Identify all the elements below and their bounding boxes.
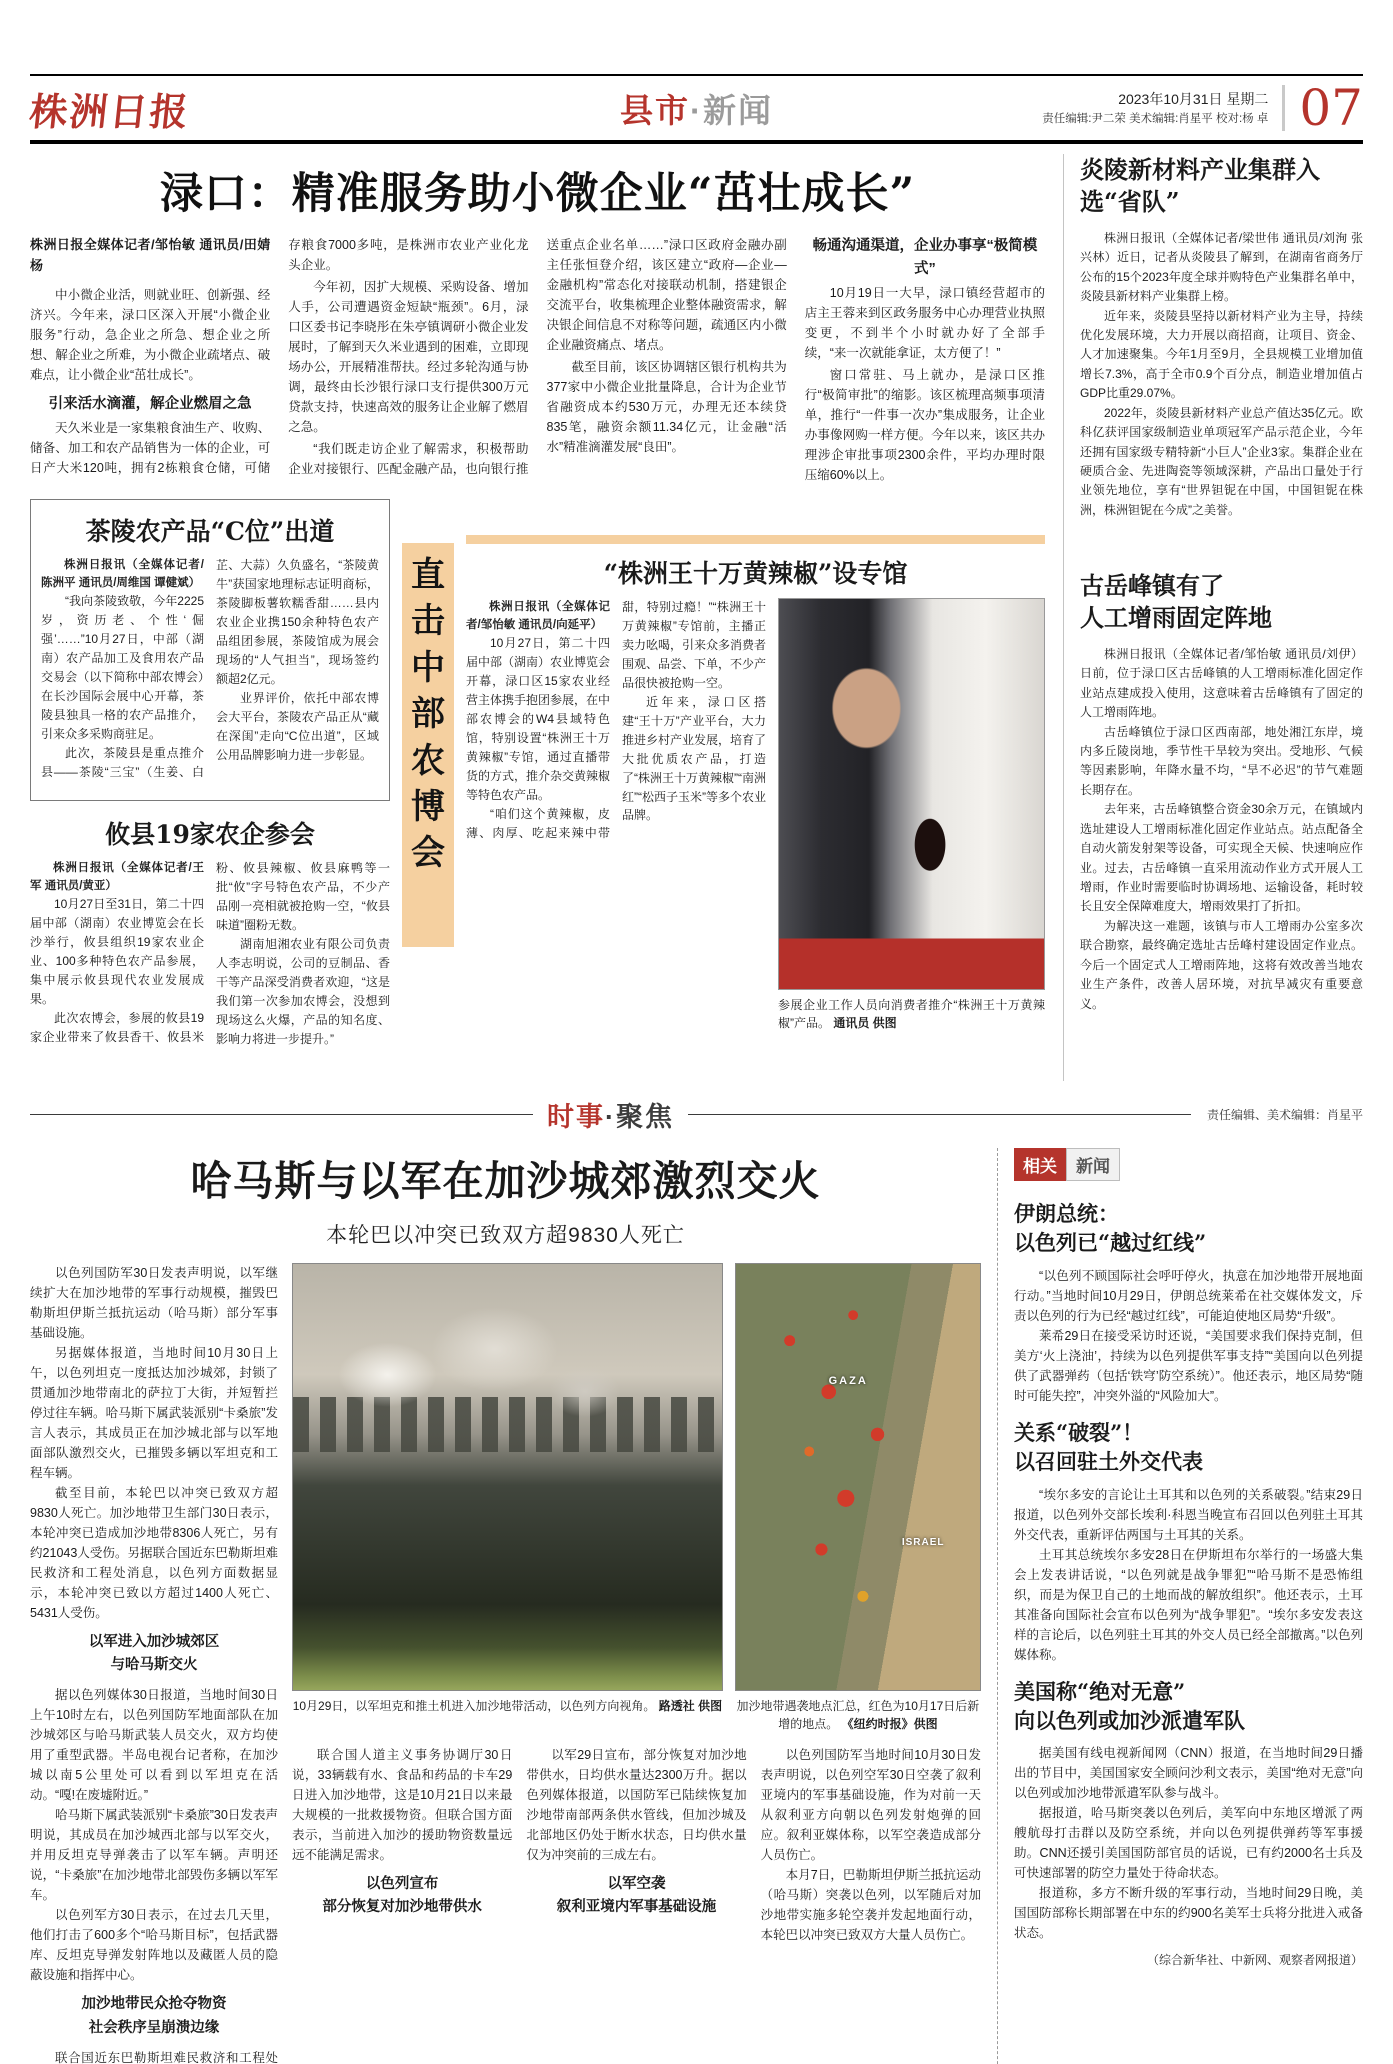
related-body-turkey (1014, 1485, 1363, 1665)
article-paragraph: 截至目前，本轮巴以冲突已致双方超9830人死亡。加沙地带卫生部门30日表示，本轮冲突已造成加沙地带8306人死亡，另有约21043人受伤。另据联合国近东巴勒斯坦难民救济和工程处消息，以色列方面数据显示，本轮冲突已致以方超过1400人死亡、5431人受伤。 (30, 1486, 278, 1620)
article-paragraph: “我向茶陵致敬，今年2225岁，资历老、个性‘倔强’……”10月27日，中部（湖南）农产品加工及食用农产品交易会（以下简称中部农博会）在长沙国际会展中心开幕，茶陵县独具一格的农产品推介，引来众多采购商驻足。 (41, 594, 204, 741)
subhead-line: 叙利亚境内军事基础设施 (556, 1899, 717, 1916)
article-paragraph: 去年来，古岳峰镇整合资金30余万元，在镇域内选址建设人工增雨标准化固定作业站点。站点配备全自动火箭发射架等设备，可实现全天候、快速响应作业。过去，古岳峰镇一直采用流动作业方式开展人工增雨，作业时需要临时协调场地、运输设备，耗时较长且安全保障难度大，增雨效果打了折扣。 (1080, 802, 1363, 914)
upper-left-column (30, 154, 1045, 1081)
chaling-headline: 茶陵农产品“C位”出道 (85, 517, 335, 546)
lead-subhead-1: 引来活水滴灌，解企业燃眉之急 (48, 395, 252, 412)
caption-credit: 《纽约时报》供图 (841, 1717, 938, 1731)
article-paragraph: 近年来，炎陵县坚持以新材料产业为主导，持续优化发展环境，大力开展以商招商，让项目、资金、人才加速聚集。今年1月至9月，全县规模工业增加值增长7.3%，高于全市0.9个百分点，制造业增加值占GDP比重29.07%。 (1080, 308, 1363, 401)
header-meta (1042, 88, 1268, 129)
map-photo-caption (735, 1697, 981, 1733)
lead-article-body (30, 235, 1045, 487)
masthead (27, 76, 1363, 140)
headline-line: 美国称“绝对无意” (1014, 1678, 1186, 1704)
related-title-us (1014, 1677, 1363, 1736)
article-paragraph: 株洲日报讯（全媒体记者/邹怡敏 通讯员/刘伊）日前，位于渌口区古岳峰镇的人工增雨标准化固定作业站点建成投入使用，这意味着古岳峰镇有了固定的人工增雨阵地。 (1080, 646, 1363, 720)
world-left-column (30, 1263, 278, 2064)
header-right (1042, 79, 1363, 137)
related-title-iran (1014, 1199, 1363, 1258)
badge-primary: 相关 (1014, 1148, 1066, 1181)
article-paragraph: 窗口常驻、马上就办，是渌口区推行“极简审批”的缩影。该区梳理高频事项清单，推行“一件事一次办”集成服务，让企业办事像网购一样方便。今年以来，该区共办理涉企审批事项2300余件，平均办理时限压缩60%以上。 (804, 368, 1045, 483)
world-subhead-2 (30, 1993, 278, 2039)
right-rail (1063, 154, 1363, 1081)
article-paragraph: 10月27日至31日，第二十四届中部（湖南）农业博览会在长沙举行，攸县组织19家农业企业、100多种特色农产品参展，集中展示攸县现代农业发展成果。 (30, 897, 204, 1007)
expo-ribbon (466, 535, 1045, 544)
expo-section (30, 499, 1045, 1081)
subhead-line: 以色列宣布 (365, 1876, 439, 1892)
world-photos (292, 1263, 981, 1733)
chili-figure (778, 598, 1045, 1036)
upper-section (30, 154, 1363, 1081)
lead-subhead-2: 畅通沟通渠道，企业办事享“极简模式” (812, 238, 1038, 278)
article-paragraph: 此次农博会，参展的攸县19家企业带来了攸县香干、攸县米粉、攸县辣椒、攸县麻鸭等一批“攸”字号特色农产品，不少产品刚一亮相就被抢购一空，“攸县味道”圈粉无数。 (30, 861, 390, 1044)
guyuefeng-body (1080, 645, 1363, 1014)
youxian-body (30, 859, 390, 1071)
gaza-tanks-photo (292, 1263, 723, 1691)
banner-rule-left (30, 1114, 533, 1115)
banner-char: 农 (411, 740, 445, 781)
banner-char: 会 (411, 833, 445, 874)
chaling-article (30, 499, 390, 801)
page-number: 07 (1299, 79, 1363, 137)
editors-line: 责任编辑:尹二荣 美术编辑:肖星平 校对:杨 卓 (1042, 113, 1269, 125)
section-title-secondary: ·新闻 (690, 91, 773, 129)
article-paragraph: 中小微企业活，则就业旺、创新强、经济兴。今年来，渌口区深入开展“小微企业服务”行动，急企业之所急、想企业之所想、解企业之所难，为小微企业疏堵点、破难点，让小微企业“茁壮成长”。 (30, 287, 271, 382)
headline-line: 古岳峰镇有了 (1080, 571, 1224, 600)
world-subhead-4 (526, 1873, 746, 1919)
article-paragraph: 2022年，炎陵县新材料产业总产值达35亿元。欧科亿获评国家级制造业单项冠军产品示范企业，今年还拥有国家级专精特新“小巨人”企业3家。集群企业在硬质合金、先进陶瓷等领域深耕，产品出口量处于行业领先地位，享有“世界钽铌在中国，中国钽铌在株洲，株洲钽铌在今成”之美誉。 (1080, 405, 1363, 517)
headline-line: 伊朗总统： (1014, 1201, 1119, 1226)
article-paragraph: 联合国近东巴勒斯坦难民救济和工程处 (55, 2050, 278, 2064)
article-paragraph: 业界评价，依托中部农博会大平台，茶陵农产品正从“藏在深闺”走向“C位出道”，区域公用品牌影响力进一步彰显。 (216, 690, 379, 762)
world-subhead-3 (292, 1873, 512, 1919)
world-middle-column (292, 1263, 981, 2064)
banner-char: 博 (411, 786, 445, 827)
caption-credit: 路透社 供图 (658, 1699, 723, 1713)
expo-vertical-banner (402, 543, 454, 947)
headline-line: 人工增雨固定阵地 (1080, 603, 1272, 633)
caption-text: 参展企业工作人员向消费者推介“株洲王十万黄辣椒”产品。 (778, 998, 1045, 1030)
article-paragraph: 近年来，渌口区搭建“王十万”产业平台，大力推进乡村产业发展，培育了大批优质农产品，打造了“株洲王十万黄辣椒”“南洲红”“松西子玉米”等多个农业品牌。 (622, 694, 766, 823)
article-paragraph: 天久米业是一家集粮食油生产、收购、储备、加工和农产品销售为一体的企业，可日产大米120吨，拥有2栋粮食仓储，可储存粮食7000多吨，是株洲市农业产业化龙头企业。 (30, 238, 529, 475)
subhead-line: 部分恢复对加沙地带供水 (322, 1899, 482, 1916)
article-paragraph: “埃尔多安的言论让土耳其和以色列的关系破裂。”结束29日报道，以色列外交部长埃利·科恩当晚宣布召回以色列驻土耳其外交代表，重新评估两国与土耳其的关系。 (1014, 1487, 1363, 1542)
chili-byline: 株洲日报讯（全媒体记者/邹怡敏 通讯员/向延平） (466, 601, 610, 632)
article-paragraph: 以色列国防军30日发表声明说，以军继续扩大在加沙地带的军事行动规模，摧毁巴勒斯坦伊斯兰抵抗运动（哈马斯）部分军事基础设施。 (30, 1266, 278, 1340)
article-paragraph: 10月19日一大早，渌口镇经营超市的店主王蓉来到区政务服务中心办理营业执照变更，不到半个小时就办好了全部手续，“来一次就能拿证，太方便了！” (804, 286, 1045, 361)
subhead-line: 以军空袭 (607, 1876, 666, 1892)
map-figure (735, 1263, 981, 1733)
article-paragraph: 据美国有线电视新闻网（CNN）报道，在当地时间29日播出的节目中，美国国家安全顾问沙利文表示，美国“绝对无意”向以色列或加沙地带派遣军队参与战斗。 (1014, 1746, 1363, 1801)
lead-byline: 株洲日报全媒体记者/邹怡敏 通讯员/田婧杨 (30, 237, 271, 273)
world-lower-text (292, 1745, 981, 2064)
world-columns (30, 1263, 981, 2064)
gaza-strike-map-photo (735, 1263, 981, 1691)
world-headline: 哈马斯与以军在加沙城郊激烈交火 (190, 1157, 821, 1205)
world-label-primary: 时事 (547, 1102, 605, 1132)
article-paragraph: 以色列军方30日表示，在过去几天里，他们打击了600多个“哈马斯目标”，包括武器库、反坦克导弹发射阵地以及藏匿人员的隐蔽设施和指挥中心。 (30, 1908, 278, 1983)
world-label-secondary: ·聚焦 (605, 1102, 674, 1132)
expo-left-column (30, 499, 390, 1081)
section-title-primary: 县市 (620, 91, 690, 129)
subhead-line: 与哈马斯交火 (110, 1657, 198, 1674)
related-body-us (1014, 1743, 1363, 1943)
guyuefeng-article (1080, 570, 1363, 1040)
article-paragraph: 报道称，多方不断升级的军事行动，当地时间29日晚，美国国防部称长期部署在中东的约900名美军士兵将分批进入戒备状态。 (1014, 1886, 1363, 1941)
tanks-photo-caption (292, 1697, 723, 1715)
section-title (620, 85, 773, 132)
article-paragraph: 哈马斯下属武装派别“卡桑旅”30日发表声明说，其成员在加沙城西北部与以军交火，并用反坦克导弹袭击了以军车辆。声明还说，“卡桑旅”在加沙地带北部毁伤多辆以军军车。 (30, 1808, 278, 1903)
yanling-article (1080, 154, 1363, 552)
article-paragraph: 株洲日报讯（全媒体记者/梁世伟 通讯员/刘洵 张兴林）近日，记者从炎陵县了解到，在湖南省商务厅公布的15个2023年度全球并购特色产业集群名单中，炎陵县新材料产业集群上榜。 (1080, 230, 1363, 304)
article-paragraph: 今年初，因扩大规模、采购设备、增加人手，公司遭遇资金短缺“瓶颈”。6月，渌口区委书记李晓彤在朱亭镇调研小微企业发展时，了解到天久米业遇到的困难，立即现场办公，开展精准帮扶。经过多轮沟通与协调，最终由长沙银行渌口支行提供300万元贷款支持，快速高效的服务让企业解了燃眉之急。 (288, 280, 529, 434)
subhead-line: 加沙地带民众抢夺物资 (81, 1996, 227, 2013)
world-main-article (30, 1148, 981, 2064)
related-article-us (1014, 1677, 1363, 1944)
caption-text: 10月29日，以军坦克和推土机进入加沙地带活动，以色列方向视角。 (292, 1699, 656, 1713)
badge-secondary: 新闻 (1066, 1148, 1120, 1181)
banner-rule-right (688, 1114, 1191, 1115)
headline-line: 向以色列或加沙派遣军队 (1014, 1707, 1245, 1733)
related-article-turkey (1014, 1418, 1363, 1665)
header-divider (1282, 85, 1285, 131)
chili-headline: “株洲王十万黄辣椒”设专馆 (603, 559, 908, 588)
header-bottom-rule (30, 140, 1363, 144)
subhead-line: 以军进入加沙城郊区 (88, 1634, 220, 1650)
world-subhead-1 (30, 1631, 278, 1677)
banner-char: 中 (411, 647, 445, 688)
banner-char: 击 (411, 601, 445, 642)
related-title-turkey (1014, 1418, 1363, 1477)
article-paragraph: 土耳其总统埃尔多安28日在伊斯坦布尔举行的一场盛大集会上发表讲话说，“以色列就是战争罪犯”“哈马斯不是恐怖组织，而是为保卫自己的土地而战的解放组织”。他还表示，土耳其准备向国际社会宣布以色列为“战争罪犯”。“埃尔多安发表这样的言论后，以色列驻土耳其的外交人员已经全部撤离。”以色列媒体称。 (1014, 1547, 1363, 1662)
world-editors: 责任编辑、美术编辑：肖星平 (1207, 1108, 1364, 1122)
article-paragraph: “以色列不顾国际社会呼吁停火，执意在加沙地带开展地面行动。”当地时间10月29日，伊朗总统莱希在社交媒体发文，斥责以色列的行为已经“越过红线”，可能迫使地区局势“升级”。 (1014, 1268, 1363, 1323)
related-body-iran (1014, 1266, 1363, 1406)
youxian-article (30, 815, 390, 1071)
world-subhead: 本轮巴以冲突已致双方超9830人死亡 (326, 1224, 685, 1247)
article-paragraph: 为解决这一难题，该镇与市人工增雨办公室多次联合勘察，最终确定选址古岳峰村建设固定作业点。今后一个固定式人工增雨阵地，这将有效改善当地农业生产条件，改善人居环境，对抗旱减灾有重要意义。 (1080, 918, 1363, 1011)
expo-booth-photo (778, 598, 1045, 990)
publication-date: 2023年10月31日 星期二 (1118, 90, 1269, 107)
article-paragraph: “我们既走访企业了解需求，积极帮助企业对接银行、匹配金融产品，也向银行推送重点企业名单……”渌口区政府金融办副主任张恒登介绍，该区建立“政府—企业—金融机构”常态化对接联动机制，搭建银企交流平台，收集梳理企业整体融资需求，解决银企间信息不对称等问题，疏通区内小微企业融资痛点、堵点。 (288, 238, 787, 476)
article-paragraph: 本月7日，巴勒斯坦伊斯兰抵抗运动（哈马斯）突袭以色列，以军随后对加沙地带实施多轮空袭并发起地面行动，本轮巴以冲突已致双方大量人员伤亡。 (760, 1868, 981, 1942)
article-paragraph: 据以色列媒体30日报道，当地时间30日上午10时左右，以色列国防军地面部队在加沙城郊区与哈马斯武装人员交火，双方均使用了重型武器。半岛电视台记者称，在加沙城以南5公里处可以看到以军坦克在活动。“嘎!在废墟附近。” (30, 1688, 278, 1803)
world-banner (30, 1095, 1363, 1134)
yanling-headline: 炎陵新材料产业集群入选“省队” (1080, 155, 1320, 217)
headline-line: 以色列已“越过红线” (1014, 1230, 1207, 1256)
article-paragraph: “咱们这个黄辣椒，皮薄、肉厚、吃起来辣中带甜，特别过瘾！”“株洲王十万黄辣椒”专馆前，主播正卖力吆喝，引来众多消费者围观、品尝、下单，不少产品很快被抢购一空。 (466, 600, 766, 840)
map-label-israel: ISRAEL (901, 1536, 945, 1548)
article-paragraph: 湖南旭湘农业有限公司负责人李志明说，公司的豆制品、香干等产品深受消费者欢迎，“这是我们第一次参加农博会，没想到现场这么火爆，产品的知名度、影响力将进一步提升。” (216, 936, 390, 1046)
guyuefeng-headline (1080, 570, 1363, 635)
yanling-body (1080, 229, 1363, 521)
subhead-line: 社会秩序呈崩溃边缘 (88, 2019, 220, 2036)
lead-headline: 渌口：精准服务助小微企业“茁壮成长” (159, 169, 916, 219)
headline-line: 关系“破裂”！ (1014, 1419, 1144, 1445)
map-label-gaza: GAZA (828, 1374, 868, 1387)
article-paragraph: 另据媒体报道，当地时间10月30日上午，以色列坦克一度抵达加沙城郊，封锁了贯通加沙地带南北的萨拉丁大街，并短暂拦停过往车辆。哈马斯下属武装派别“卡桑旅”发言人表示，其成员正在加沙城北部与以军地面部队激烈交火，已摧毁多辆以军坦克和工程车辆。 (30, 1346, 278, 1480)
tanks-figure (292, 1263, 723, 1733)
world-grid (30, 1148, 1363, 2064)
chaling-body (41, 556, 379, 794)
chili-photo-caption (778, 996, 1045, 1032)
article-paragraph: 以色列国防军当地时间10月30日发表声明说，以色列空军30日空袭了叙利亚境内的军事基础设施，作为对前一天从叙利亚方向朝以色列发射炮弹的回应。叙利亚媒体称，以军空袭造成部分人员伤亡。 (760, 1748, 981, 1862)
headline-line: 以召回驻土外交代表 (1014, 1449, 1203, 1475)
world-section (30, 1095, 1363, 2064)
related-news-column (997, 1148, 1363, 2064)
article-paragraph: 古岳峰镇位于渌口区西南部，地处湘江东岸，境内多丘陵岗地，季节性干旱较为突出。受地形、气候等因素影响，年降水量不均，“旱不必迟”的节气难题长期存在。 (1080, 724, 1363, 797)
article-paragraph: 据报道，哈马斯突袭以色列后，美军向中东地区增派了两艘航母打击群以及防空系统，并向以色列提供弹药等军事援助。CNN还援引美国国防部官员的话说，已有约2000名士兵及可快速部署的防空力量处于待命状态。 (1014, 1806, 1363, 1881)
banner-char: 部 (411, 694, 445, 735)
chili-content (466, 598, 1045, 1036)
world-banner-label (533, 1095, 688, 1134)
article-paragraph: 莱希29日在接受采访时还说，“美国要求我们保持克制，但美方‘火上浇油’，持续为以色列提供军事支持”“美国向以色列提供了武器弹药（包括‘铁穹’防空系统）”。他还表示，地区局势“随时可能失控”，冲突外溢的“风险加大”。 (1014, 1328, 1363, 1403)
article-paragraph: 截至目前，该区协调辖区银行机构共为377家中小微企业批量降息，合计为企业节省融资成本约530万元，办理无还本续贷835笔，融资余额11.34亿元，让金融“活水”精准滴灌发展“良田”。 (546, 360, 787, 454)
related-article-iran (1014, 1199, 1363, 1406)
article-paragraph: 以军29日宣布，部分恢复对加沙地带供水，日均供水量达2300万升。据以色列媒体报道，以国防军已陆续恢复加沙地带南部两条供水管线，但加沙城及北部地区仍处于断水状态，日均供水量仅为冲突前的三成左右。 (526, 1748, 747, 1862)
banner-char: 直 (411, 555, 445, 595)
chili-body (466, 598, 766, 1036)
chaling-byline: 株洲日报讯（全媒体记者/陈洲平 通讯员/周维国 谭健斌） (41, 559, 204, 590)
youxian-headline: 攸县19家农企参会 (105, 820, 315, 849)
article-paragraph: 此次，茶陵县是重点推介县——茶陵“三宝”（生姜、白芷、大蒜）久负盛名，“茶陵黄牛”获国家地理标志证明商标，茶陵脚板薯软糯香甜……县内农业企业携150余种特色农产品组团参展，茶陵馆成为展会现场的“人气担当”，现场签约额超2亿元。 (41, 558, 379, 779)
article-paragraph: 10月27日，第二十四届中部（湖南）农业博览会开幕，渌口区15家农业经营主体携手抱团参展，在中部农博会的W4县域特色馆，特别设置“株洲王十万黄辣椒”专馆，通过直播带货的方式，推介杂交黄辣椒等特色农产品。 (466, 636, 611, 802)
related-closing-credit: （综合新华社、中新网、观察者网报道） (1146, 1953, 1363, 1968)
caption-text: 加沙地带遇袭地点汇总，红色为10月17日后新增的地点。 (736, 1699, 980, 1731)
chili-article (466, 535, 1045, 1081)
youxian-byline: 株洲日报讯（全媒体记者/王军 通讯员/黄亚） (30, 862, 204, 893)
related-news-badge (1014, 1148, 1120, 1181)
newspaper-logo: 株洲日报 (27, 88, 193, 134)
article-paragraph: 联合国人道主义事务协调厅30日说，33辆载有水、食品和药品的卡车29日进入加沙地带，这是10月21日以来最大规模的一批救援物资。但联合国方面表示，当前进入加沙的援助物资数量远远不能满足需求。 (292, 1748, 513, 1862)
lead-article (30, 160, 1045, 487)
caption-credit: 通讯员 供图 (833, 1016, 897, 1030)
